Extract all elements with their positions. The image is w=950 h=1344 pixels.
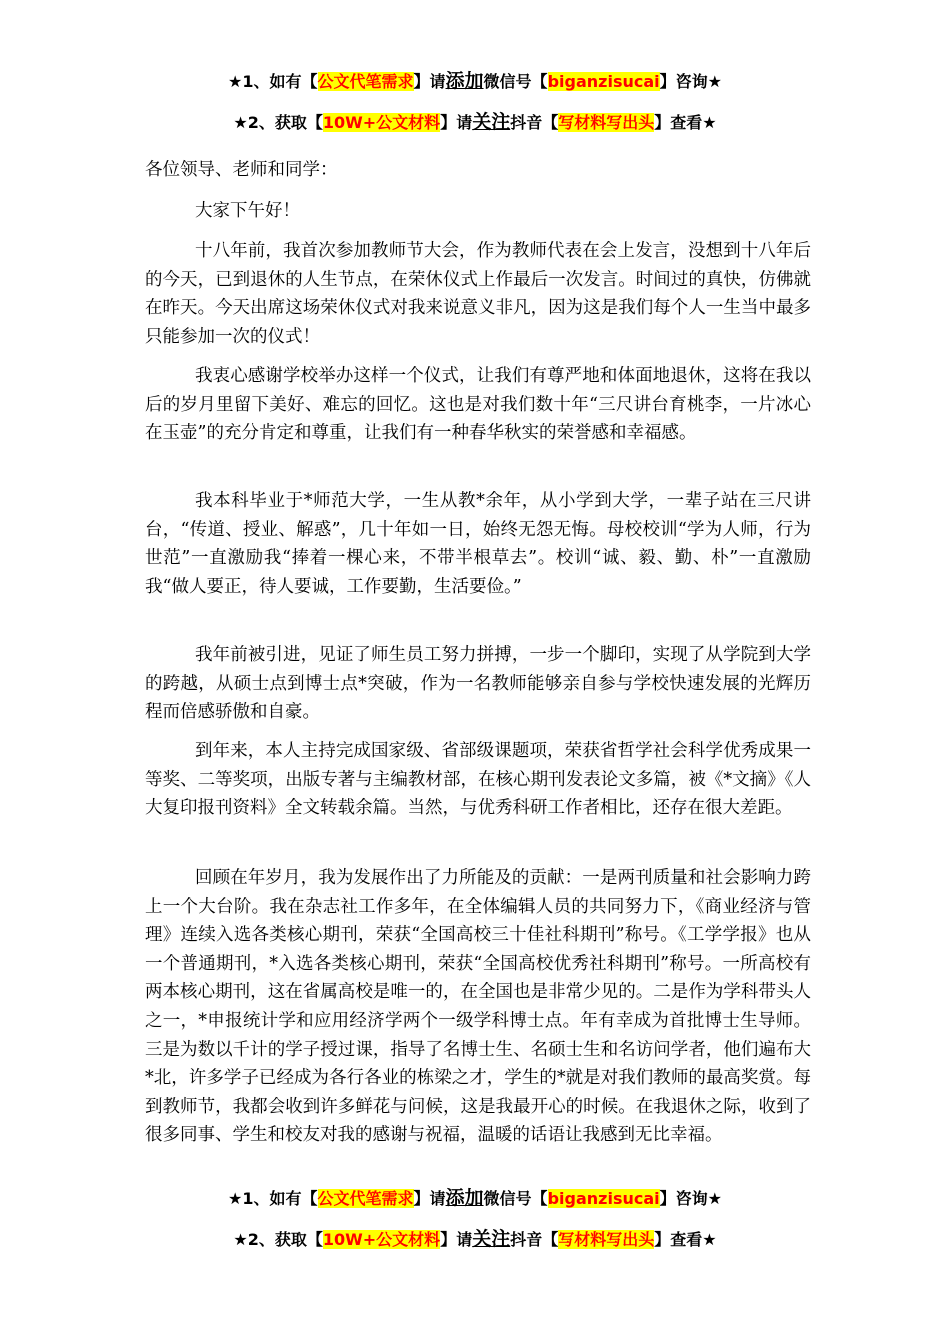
banner-1-mid-2: 微信号【 <box>483 72 548 91</box>
paragraph-2: 我衷心感谢学校举办这样一个仪式，让我们有尊严地和体面地退休，这将在我以后的岁月里留下美好、难忘的回忆。这也是对我们数十年“三尺讲台育桃李，一片冰心在玉壶”的充分肯定和尊重，让我们有一种春华秋实的荣誉感和幸福感。 <box>145 366 811 444</box>
banner-2-mid-2: 抖音【 <box>510 113 559 132</box>
banner-1-suffix: 】咨询★ <box>659 72 722 91</box>
banner-3-highlight-1: 公文代笔需求 <box>317 1189 414 1208</box>
banner-3-highlight-2: biganzisucai <box>547 1189 660 1208</box>
paragraph-4: 我年前被引进，见证了师生员工努力拼搏，一步一个脚印，实现了从学院到大学的跨越，从硕士点到博士点*突破，作为一名教师能够亲自参与学校快速发展的光辉历程而倍感骄傲和自豪。 <box>145 645 811 723</box>
banner-4-emphasis: 关注 <box>472 1228 511 1250</box>
paragraph-5: 到年来，本人主持完成国家级、省部级课题项，荣获省哲学社会科学优秀成果一等奖、二等奖项，出版专著与主编教材部，在核心期刊发表论文多篇，被《*文摘》《人大复印报刊资料》全文转载余篇。当然，与优秀科研工作者相比，还存在很大差距。 <box>145 741 811 819</box>
banner-3-suffix: 】咨询★ <box>659 1189 722 1208</box>
banner-3-emphasis: 添加 <box>445 1187 484 1209</box>
banner-2-highlight-1: 10W+公文材料 <box>322 113 441 132</box>
banner-2-mid-1: 】请 <box>440 113 473 132</box>
paragraph-3: 我本科毕业于*师范大学，一生从教*余年，从小学到大学，一辈子站在三尺讲台，“传道、授业、解惑”，几十年如一日，始终无怨无悔。母校校训“学为人师，行为世范”一直激励我“捧着一棵心来，不带半根草去”。校训“诚、毅、勤、朴”一直激励我“做人要正，待人要诚，工作要勤，生活要俭。” <box>145 491 811 597</box>
promo-banner-2 <box>0 111 950 134</box>
paragraph-1: 十八年前，我首次参加教师节大会，作为教师代表在会上发言，没想到十八年后的今天，已到退休的人生节点，在荣休仪式上作最后一次发言。时间过的真快，仿佛就在昨天。今天出席这场荣休仪式对我来说意义非凡，因为这是我们每个人一生当中最多只能参加一次的仪式！ <box>145 241 811 347</box>
salutation: 各位领导、老师和同学： <box>145 160 338 180</box>
banner-3-mid-2: 微信号【 <box>483 1189 548 1208</box>
banner-1-highlight-2: biganzisucai <box>547 72 660 91</box>
banner-2-highlight-2: 写材料写出头 <box>558 113 655 132</box>
banner-4-highlight-2: 写材料写出头 <box>558 1230 655 1249</box>
banner-4-highlight-1: 10W+公文材料 <box>322 1230 441 1249</box>
banner-2-emphasis: 关注 <box>472 111 511 133</box>
banner-4-suffix: 】查看★ <box>654 1230 717 1249</box>
banner-3-prefix: ★1、如有【 <box>228 1189 318 1208</box>
promo-banner-4 <box>0 1228 950 1251</box>
banner-2-prefix: ★2、获取【 <box>233 113 323 132</box>
banner-4-prefix: ★2、获取【 <box>233 1230 323 1249</box>
banner-4-mid-2: 抖音【 <box>510 1230 559 1249</box>
banner-1-prefix: ★1、如有【 <box>228 72 318 91</box>
banner-1-highlight-1: 公文代笔需求 <box>317 72 414 91</box>
banner-1-mid-1: 】请 <box>413 72 446 91</box>
greeting: 大家下午好！ <box>195 201 300 221</box>
banner-3-mid-1: 】请 <box>413 1189 446 1208</box>
promo-banner-1 <box>0 70 950 93</box>
banner-1-emphasis: 添加 <box>445 70 484 92</box>
paragraph-6: 回顾在年岁月，我为发展作出了力所能及的贡献：一是两刊质量和社会影响力跨上一个大台阶。我在杂志社工作多年，在全体编辑人员的共同努力下，《商业经济与管理》连续入选各类核心期刊，荣获“全国高校三十佳社科期刊”称号。《工学学报》也从一个普通期刊，*入选各类核心期刊，荣获“全国高校优秀社科期刊”称号。一所高校有两本核心期刊，这在省属高校是唯一的，在全国也是非常少见的。二是作为学科带头人之一，*申报统计学和应用经济学两个一级学科博士点。年有幸成为首批博士生导师。三是为数以千计的学子授过课，指导了名博士生、名硕士生和名访问学者，他们遍布大*北，许多学子已经成为各行各业的栋梁之才，学生的*就是对我们教师的最高奖赏。每到教师节，我都会收到许多鲜花与问候，这是我最开心的时候。在我退休之际，收到了很多同事、学生和校友对我的感谢与祝福，温暖的话语让我感到无比幸福。 <box>145 868 811 1146</box>
banner-4-mid-1: 】请 <box>440 1230 473 1249</box>
banner-2-suffix: 】查看★ <box>654 113 717 132</box>
promo-banner-3 <box>0 1187 950 1210</box>
